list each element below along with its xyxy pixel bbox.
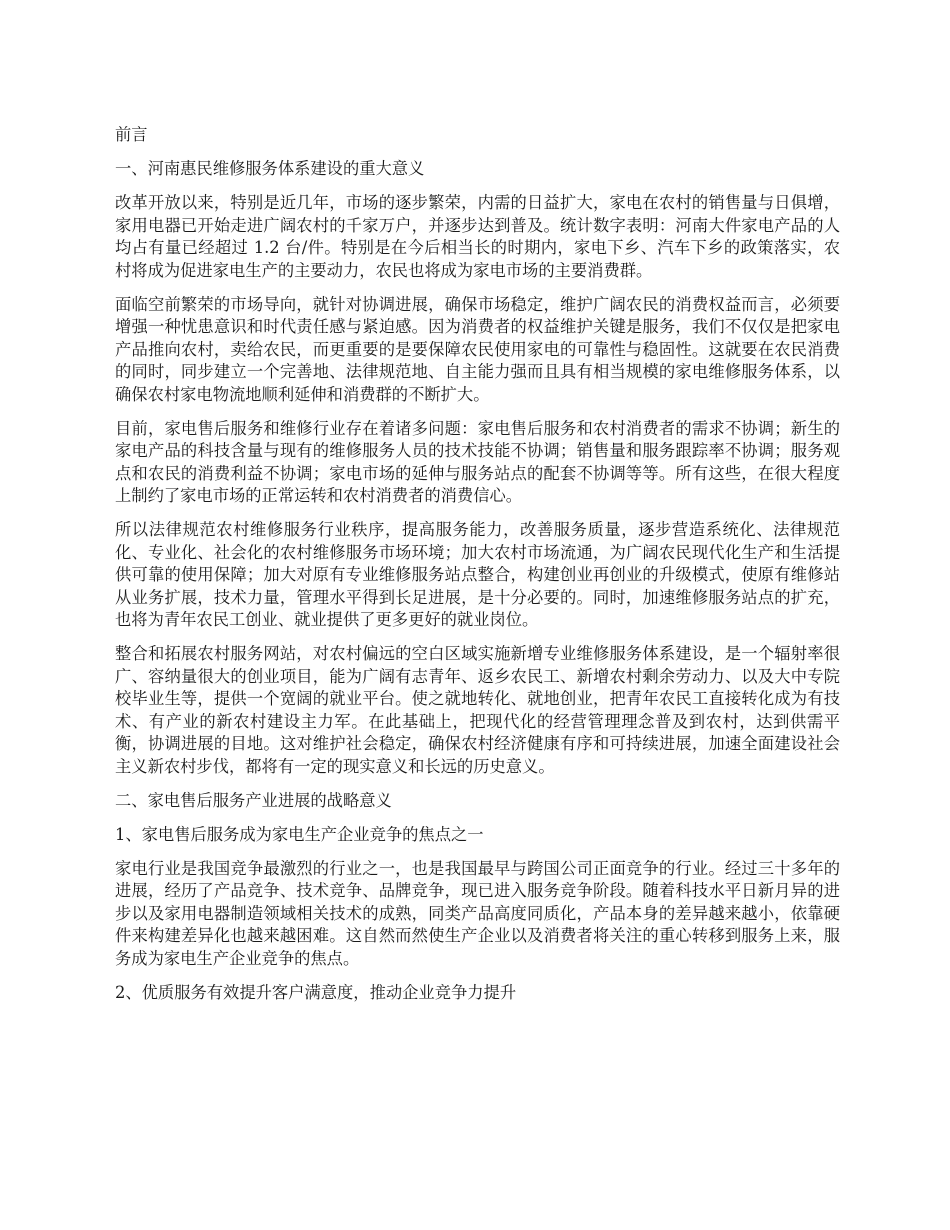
subsection-heading-2-1: 1、家电售后服务成为家电生产企业竞争的焦点之一 — [115, 824, 484, 844]
paragraph: 目前，家电售后服务和维修行业存在着诸多问题：家电售后服务和农村消费者的需求不协调；新生的家电产品的科技含量与现有的维修服务人员的技术技能不协调；销售量和服务跟踪率不协调；服务观点和农民的消费利益不协调；家电市场的延伸与服务站点的配套不协调等等。所有这些，在很大程度上制约了家电市场的正常运转和农村消费者的消费信心。 — [115, 418, 840, 505]
subsection-heading-2-2: 2、优质服务有效提升客户满意度，推动企业竞争力提升 — [115, 982, 517, 1002]
section-heading-preface: 前言 — [115, 125, 148, 144]
section-heading-1: 一、河南惠民维修服务体系建设的重大意义 — [115, 159, 425, 178]
paragraph: 面临空前繁荣的市场导向，就针对协调进展，确保市场稳定，维护广阔农民的消费权益而言，必须要增强一种忧患意识和时代责任感与紧迫感。因为消费者的权益维护关键是服务，我们不仅仅是把家电产品推向农村，卖给农民，而更重要的是要保障农民使用家电的可靠性与稳固性。这就要在农民消费的同时，同步建立一个完善地、法律规范地、自主能力强而且具有相当规模的家电维修服务体系，以确保农村家电物流地顺利延伸和消费群的不断扩大。 — [115, 294, 840, 404]
document-page — [115, 124, 840, 1016]
paragraph: 家电行业是我国竞争最激烈的行业之一，也是我国最早与跨国公司正面竞争的行业。经过三十多年的进展，经历了产品竞争、技术竞争、品牌竞争，现已进入服务竞争阶段。随着科技水平日新月异的进步以及家用电器制造领域相关技术的成熟，同类产品高度同质化，产品本身的差异越来越小，依靠硬件来构建差异化也越来越困难。这自然而然使生产企业以及消费者将关注的重心转移到服务上来，服务成为家电生产企业竞争的焦点。 — [115, 858, 840, 968]
section-heading-2: 二、家电售后服务产业进展的战略意义 — [115, 790, 392, 810]
paragraph: 所以法律规范农村维修服务行业秩序，提高服务能力，改善服务质量，逐步营造系统化、法律规范化、专业化、社会化的农村维修服务市场环境；加大农村市场流通，为广阔农民现代化生产和生活提供可靠的使用保障；加大对原有专业维修服务站点整合，构建创业再创业的升级模式，使原有维修站从业务扩展，技术力量，管理水平得到长足进展，是十分必要的。同时，加速维修服务站点的扩充，也将为青年农民工创业、就业提供了更多更好的就业岗位。 — [115, 520, 840, 629]
paragraph: 整合和拓展农村服务网站，对农村偏远的空白区域实施新增专业维修服务体系建设，是一个辐射率很广、容纳量很大的创业项目，能为广阔有志青年、返乡农民工、新增农村剩余劳动力、以及大中专院校毕业生等，提供一个宽阔的就业平台。使之就地转化、就地创业，把青年农民工直接转化成为有技术、有产业的新农村建设主力军。在此基础上，把现代化的经营管理理念普及到农村，达到供需平衡，协调进展的目地。这对维护社会稳定，确保农村经济健康有序和可持续进展，加速全面建设社会主义新农村步伐，都将有一定的现实意义和长远的历史意义。 — [115, 644, 840, 776]
paragraph: 改革开放以来，特别是近几年，市场的逐步繁荣，内需的日益扩大，家电在农村的销售量与日俱增，家用电器已开始走进广阔农村的千家万户，并逐步达到普及。统计数字表明：河南大件家电产品的人均占有量已经超过 1.2 台/件。特别是在今后相当长的时期内，家电下乡、汽车下乡的政策落实，农村将成为促进家电生产的主要动力，农民也将成为家电市场的主要消费群。 — [115, 193, 840, 280]
